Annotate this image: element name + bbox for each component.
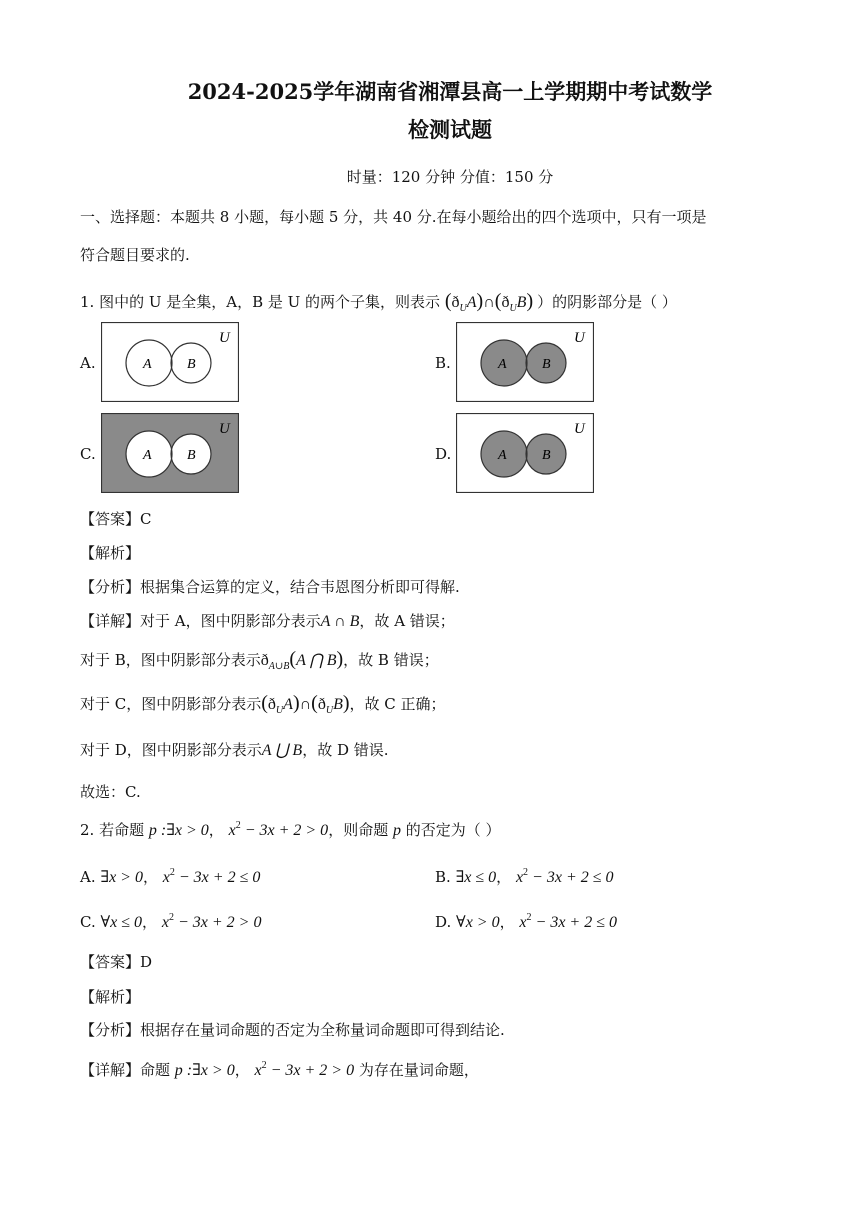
document-title-line1: 2024-2025学年湖南省湘潭县高一上学期期中考试数学 [187, 79, 713, 104]
q1-detail-d: 对于 D，图中阴影部分表示A ⋃ B，故 D 错误. [80, 741, 389, 759]
q2-detail: 【详解】命题 p :∃x > 0， $x^2 - 3x + 2 > 0$ 为存在量词命题， [80, 1060, 479, 1079]
q2-inequality: $x^2 - 3x + 2 > 0$ [228, 820, 329, 839]
q1-answer: 【答案】C [80, 510, 152, 528]
q1-option-a-venn[interactable] [101, 322, 239, 402]
label-u: U [219, 330, 230, 346]
expr-a-cap-b: A ∩ B [320, 613, 360, 630]
label-u: U [219, 421, 230, 437]
q2-answer: 【答案】D [80, 953, 153, 971]
q1-detail-b: 对于 B，图中阴影部分表示$ð_{A\cup B}(A$ ⋂ B)，故 B 错误； [80, 648, 439, 672]
q2-proposition: p :∃x > 0 [148, 822, 209, 839]
q1-option-b-label[interactable]: B. [435, 354, 451, 372]
q1-option-c-label[interactable]: C. [80, 445, 96, 463]
q1-stem-after: ）的阴影部分是（ ） [537, 293, 677, 311]
q1-stem-before: 1. 图中的 U 是全集，A，B 是 U 的两个子集，则表示 [80, 293, 441, 311]
section-header-line2: 符合题目要求的. [80, 246, 190, 264]
exam-meta: 时量：120 分钟 分值：150 分 [346, 168, 554, 186]
q1-option-b-venn[interactable] [456, 322, 594, 402]
q1-conclusion: 故选：C. [80, 783, 141, 801]
label-a: A [498, 357, 507, 372]
q1-option-d-venn[interactable] [456, 413, 594, 493]
label-u: U [574, 421, 585, 437]
universe-rect [102, 323, 239, 402]
q1-option-c-venn[interactable] [101, 413, 239, 493]
q1-fenxi: 【分析】根据集合运算的定义，结合韦恩图分析即可得解. [80, 578, 460, 596]
label-u: U [574, 330, 585, 346]
q1-option-a-label[interactable]: A. [80, 354, 96, 372]
section-header-line1: 一、选择题：本题共 8 小题，每小题 5 分，共 40 分.在每小题给出的四个选项中，只有一项是 [80, 208, 707, 226]
q1-detail-c: 对于 C，图中阴影部分表示$(ð_UA)\cap(ð_UB)$，故 C 正确； [80, 692, 446, 716]
label-b: B [542, 357, 551, 372]
q2-option-c[interactable]: C. ∀x ≤ 0， $x^2 - 3x + 2 > 0$ [80, 912, 262, 931]
q2-analysis-heading: 【解析】 [80, 988, 141, 1006]
label-b: B [542, 448, 551, 463]
document-title-line2: 检测试题 [408, 117, 492, 142]
label-a: A [143, 357, 152, 372]
q1-stem-expression: $(ð_UA)\cap(ð_UB)$ [444, 290, 534, 314]
q2-option-b[interactable]: B. ∃x ≤ 0， $x^2 - 3x + 2 \le 0$ [435, 867, 614, 886]
label-a: A [498, 448, 507, 463]
label-b: B [187, 357, 196, 372]
q2-stem: 2. 若命题 p :∃x > 0， $x^2 - 3x + 2 > 0$，则命题 p 的否定为（ ） [80, 820, 501, 839]
q1-detail-a: 【详解】对于 A，图中阴影部分表示A ∩ B，故 A 错误； [80, 612, 455, 630]
label-a: A [143, 448, 152, 463]
q2-fenxi: 【分析】根据存在量词命题的否定为全称量词命题即可得到结论. [80, 1021, 505, 1039]
q2-option-d[interactable]: D. ∀x > 0， $x^2 - 3x + 2 \le 0$ [435, 912, 617, 931]
expr-a-cup-b: A ⋃ B [261, 742, 303, 759]
label-b: B [187, 448, 196, 463]
expr-complement-intersection: $(ð_UA)\cap(ð_UB)$ [261, 692, 350, 716]
q1-analysis-heading: 【解析】 [80, 544, 141, 562]
q1-option-d-label[interactable]: D. [435, 445, 452, 463]
q2-option-a[interactable]: A. ∃x > 0， $x^2 - 3x + 2 \le 0$ [80, 867, 261, 886]
expr-a-cap-b: A ⋂ B [296, 652, 337, 669]
q1-stem [80, 290, 677, 314]
